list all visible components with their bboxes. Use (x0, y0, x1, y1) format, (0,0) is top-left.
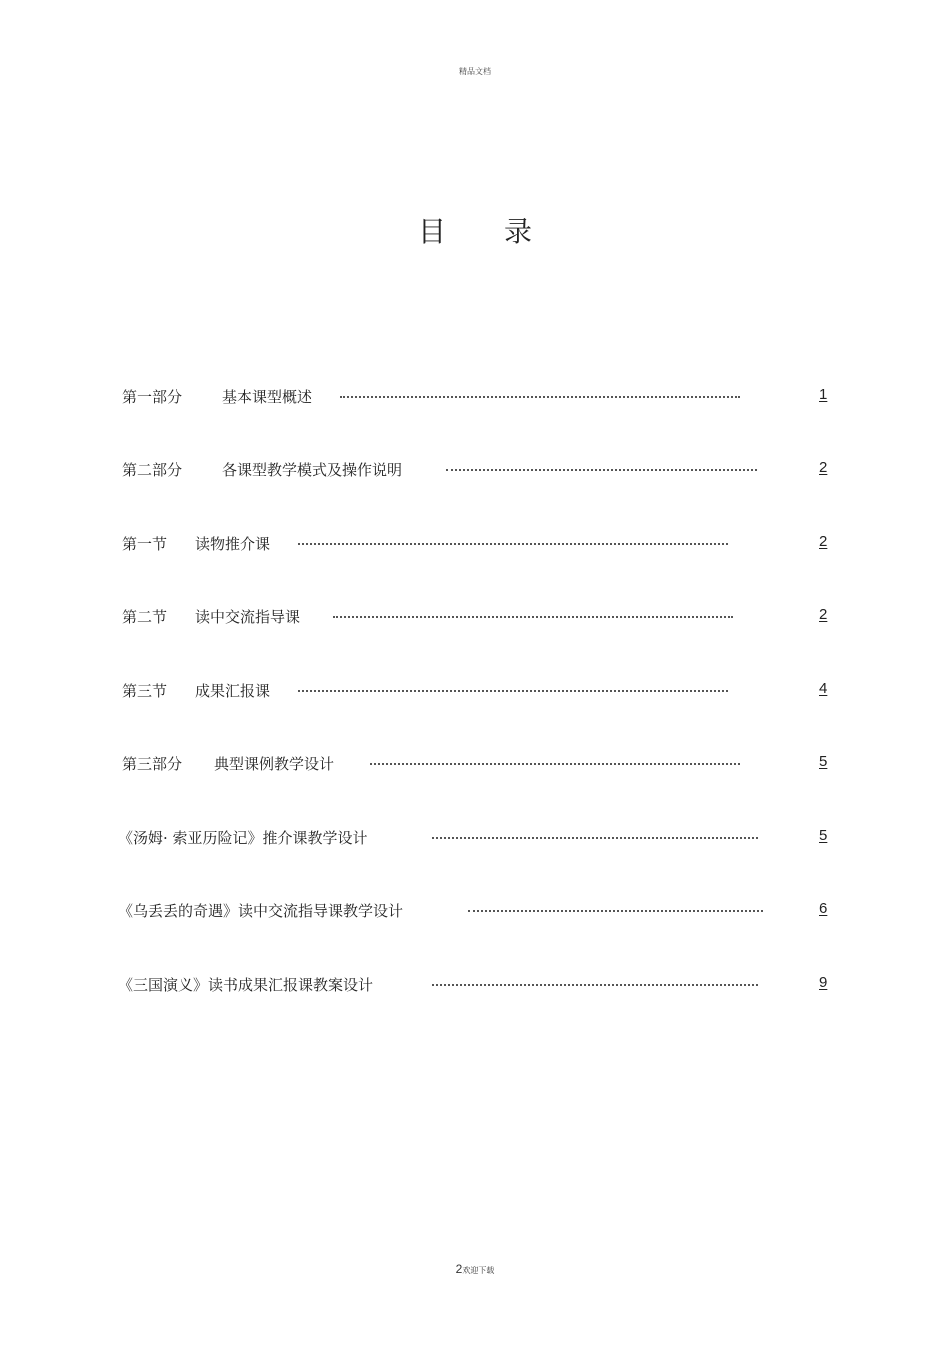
toc-entry-label: 《汤姆· 索亚历险记》推介课教学设计 (118, 829, 368, 847)
toc-entry-label: 读物推介课 (195, 535, 271, 553)
title-char-1: 目 (417, 215, 446, 248)
toc-entry-part-2[interactable] (0, 459, 950, 483)
toc-entry-label: 《三国演义》读书成果汇报课教案设计 (118, 976, 374, 994)
toc-entry-label: 各课型教学模式及操作说明 (222, 461, 403, 479)
toc-entry-label: 典型课例教学设计 (214, 755, 335, 773)
dot-leader (446, 467, 757, 471)
toc-entry-page-number[interactable]: 4 (819, 680, 828, 697)
toc-entry-page-number[interactable]: 9 (819, 974, 828, 991)
toc-entry-label: 读中交流指导课 (195, 608, 301, 626)
title-char-2: 录 (504, 215, 533, 248)
footer-note: 欢迎下载 (462, 1266, 495, 1275)
toc-entry-lesson-three-kingdoms[interactable] (0, 974, 950, 998)
dot-leader (370, 761, 740, 765)
toc-entry-lesson-wu-diudiu[interactable] (0, 900, 950, 924)
toc-entry-prefix: 第一节 (122, 535, 168, 553)
toc-entry-prefix: 第二节 (122, 608, 168, 626)
toc-entry-prefix: 第二部分 (122, 461, 183, 479)
toc-entry-label: 《乌丢丢的奇遇》读中交流指导课教学设计 (118, 902, 404, 920)
toc-entry-section-2[interactable] (0, 606, 950, 630)
toc-entry-section-3[interactable] (0, 680, 950, 704)
toc-entry-page-number[interactable]: 2 (819, 459, 828, 476)
toc-entry-lesson-tom-sawyer[interactable] (0, 827, 950, 851)
dot-leader (432, 982, 758, 986)
dot-leader (468, 908, 763, 912)
dot-leader (432, 835, 758, 839)
toc-entry-page-number[interactable]: 1 (819, 386, 828, 403)
toc-entry-label: 成果汇报课 (195, 682, 271, 700)
toc-entry-page-number[interactable]: 2 (819, 533, 828, 550)
toc-entry-part-1[interactable] (0, 386, 950, 410)
header-note: 精品文档 (459, 67, 491, 76)
toc-entry-prefix: 第三节 (122, 682, 168, 700)
dot-leader (333, 614, 733, 618)
dot-leader (298, 688, 728, 692)
toc-entry-section-1[interactable] (0, 533, 950, 557)
dot-leader (340, 394, 740, 398)
page-footer (0, 1262, 950, 1276)
toc-entry-prefix: 第三部分 (122, 755, 183, 773)
toc-entry-prefix: 第一部分 (122, 388, 183, 406)
page-title (0, 210, 950, 250)
toc-entry-part-3[interactable] (0, 753, 950, 777)
toc-entry-page-number[interactable]: 5 (819, 827, 828, 844)
toc-entry-label: 基本课型概述 (222, 388, 313, 406)
dot-leader (298, 541, 728, 545)
toc-entry-page-number[interactable]: 5 (819, 753, 828, 770)
toc-entry-page-number[interactable]: 2 (819, 606, 828, 623)
toc-entry-page-number[interactable]: 6 (819, 900, 828, 917)
footer-page-number: 2 (455, 1262, 463, 1276)
